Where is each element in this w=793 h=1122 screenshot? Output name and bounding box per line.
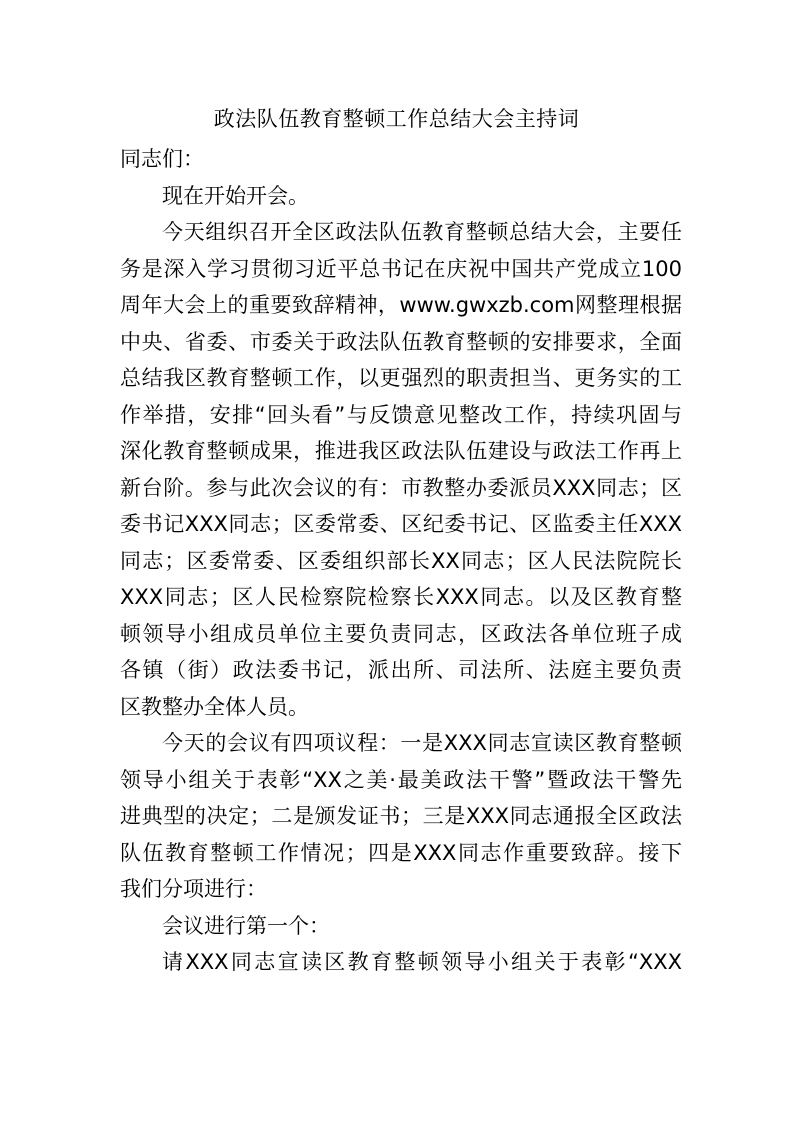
paragraph-line: 我们分项进行： <box>120 877 267 901</box>
paragraph-line: 会议进行第一个： <box>162 913 330 938</box>
document-body <box>120 141 682 981</box>
paragraph-line: 区教整办全体人员。 <box>120 694 309 719</box>
paragraph-line: 今天组织召开全区政法队伍教育整顿总结大会，主要任 <box>162 220 682 244</box>
paragraph-line: 今天的会议有四项议程：一是XXX同志宣读区教育整顿 <box>162 731 682 755</box>
paragraph-line: 现在开始开会。 <box>162 183 309 208</box>
paragraph-line: 新台阶。参与此次会议的有：市教整办委派员XXX同志；区 <box>120 475 682 500</box>
paragraph-line: XXX同志；区人民检察院检察长XXX同志。以及区教育整 <box>120 585 682 609</box>
paragraph-line: 深化教育整顿成果，推进我区政法队伍建设与政法工作再上 <box>120 439 682 463</box>
document-title: 政法队伍教育整顿工作总结大会主持词 <box>213 107 580 131</box>
paragraph-line: 作举措，安排“回头看”与反馈意见整改工作，持续巩固与 <box>120 402 682 427</box>
paragraph-line: 顿领导小组成员单位主要负责同志，区政法各单位班子成 <box>120 621 682 646</box>
salutation-line: 同志们： <box>120 147 204 171</box>
paragraph-line: 队伍教育整顿工作情况；四是XXX同志作重要致辞。接下 <box>120 840 682 865</box>
paragraph-line: 各镇（街）政法委书记，派出所、司法所、法庭主要负责 <box>120 658 682 682</box>
paragraph-line: 同志；区委常委、区委组织部长XX同志；区人民法院院长 <box>120 548 682 573</box>
paragraph-line: 务是深入学习贯彻习近平总书记在庆祝中国共产党成立100 <box>120 256 682 281</box>
paragraph-line: 周年大会上的重要致辞精神，www.gwxzb.com网整理根据 <box>120 293 682 317</box>
paragraph-line: 请XXX同志宣读区教育整顿领导小组关于表彰“XXX <box>162 950 682 974</box>
paragraph-line: 领导小组关于表彰“XX之美·最美政法干警”暨政法干警先 <box>120 767 682 792</box>
paragraph-line: 委书记XXX同志；区委常委、区纪委书记、区监委主任XXX <box>120 512 682 536</box>
paragraph-line: 中央、省委、市委关于政法队伍教育整顿的安排要求，全面 <box>120 329 682 354</box>
paragraph-line: 进典型的决定；二是颁发证书；三是XXX同志通报全区政法 <box>120 804 682 828</box>
paragraph-line: 总结我区教育整顿工作，以更强烈的职责担当、更务实的工 <box>120 366 682 390</box>
